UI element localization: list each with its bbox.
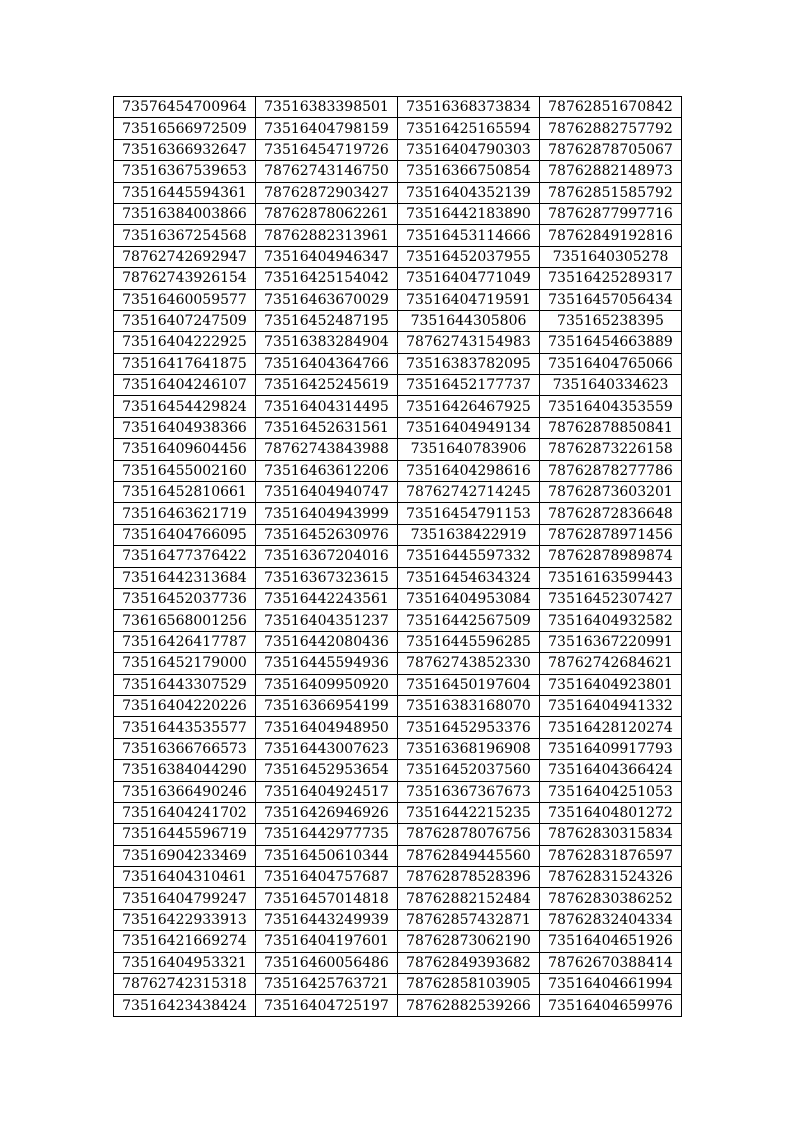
table-cell: 73516443249939 <box>256 909 398 930</box>
table-cell: 73516404351237 <box>256 610 398 631</box>
table-cell: 73516452953376 <box>398 717 540 738</box>
table-cell: 73516383284904 <box>256 332 398 353</box>
table-row <box>114 353 682 374</box>
table-cell: 73516454634324 <box>398 567 540 588</box>
table-row <box>114 225 682 246</box>
table-cell: 73516442215235 <box>398 802 540 823</box>
table-cell: 73516445596285 <box>398 631 540 652</box>
table-cell: 78762849445560 <box>398 845 540 866</box>
table-cell: 73516404801272 <box>540 802 682 823</box>
table-row <box>114 546 682 567</box>
table-cell: 73516450610344 <box>256 845 398 866</box>
table-cell: 78762858103905 <box>398 974 540 995</box>
table-row <box>114 524 682 545</box>
table-cell: 73516904233469 <box>114 845 256 866</box>
table-cell: 73516404314495 <box>256 396 398 417</box>
table-cell: 78762743146750 <box>256 161 398 182</box>
table-cell: 73516404251053 <box>540 781 682 802</box>
table-cell: 78762878971456 <box>540 524 682 545</box>
table-cell: 73516454663889 <box>540 332 682 353</box>
table-cell: 73516421669274 <box>114 931 256 952</box>
table-cell: 7351638422919 <box>398 524 540 545</box>
table-cell: 73516366750854 <box>398 161 540 182</box>
table-cell: 78762882152484 <box>398 888 540 909</box>
table-row <box>114 738 682 759</box>
table-cell: 73516404932582 <box>540 610 682 631</box>
table-cell: 73516367254568 <box>114 225 256 246</box>
table-cell: 73516404799247 <box>114 888 256 909</box>
table-row <box>114 161 682 182</box>
table-row <box>114 118 682 139</box>
table-cell: 73516163599443 <box>540 567 682 588</box>
table-cell: 73516404719591 <box>398 289 540 310</box>
table-cell: 73516404298616 <box>398 460 540 481</box>
table-cell: 7351640305278 <box>540 246 682 267</box>
table-cell: 73616568001256 <box>114 610 256 631</box>
table-row <box>114 567 682 588</box>
table-cell: 73516404725197 <box>256 995 398 1016</box>
table-cell: 73516404246107 <box>114 375 256 396</box>
table-cell: 73516453114666 <box>398 225 540 246</box>
table-row <box>114 931 682 952</box>
table-cell: 78762878062261 <box>256 203 398 224</box>
table-cell: 73516452630976 <box>256 524 398 545</box>
table-cell: 7351640783906 <box>398 439 540 460</box>
table-cell: 73516404949134 <box>398 417 540 438</box>
table-cell: 73516367539653 <box>114 161 256 182</box>
table-cell: 73516404946347 <box>256 246 398 267</box>
table-cell: 73516368196908 <box>398 738 540 759</box>
table-cell: 73516445594936 <box>256 653 398 674</box>
table-row <box>114 802 682 823</box>
table-cell: 78762878850841 <box>540 417 682 438</box>
table-cell: 73516404364766 <box>256 353 398 374</box>
table-cell: 73516384044290 <box>114 760 256 781</box>
table-cell: 73516452037955 <box>398 246 540 267</box>
table-cell: 73516404948950 <box>256 717 398 738</box>
table-cell: 73516425289317 <box>540 268 682 289</box>
table-cell: 73516409917793 <box>540 738 682 759</box>
table-cell: 73516367367673 <box>398 781 540 802</box>
table-cell: 78762849393682 <box>398 952 540 973</box>
table-cell: 73516404953084 <box>398 588 540 609</box>
table-cell: 73516442567509 <box>398 610 540 631</box>
table-row <box>114 995 682 1016</box>
table-cell: 73516452307427 <box>540 588 682 609</box>
table-cell: 7351640334623 <box>540 375 682 396</box>
number-table <box>113 96 682 1017</box>
table-cell: 73516404353559 <box>540 396 682 417</box>
table-cell: 73516367220991 <box>540 631 682 652</box>
table-cell: 78762878076756 <box>398 824 540 845</box>
table-cell: 78762742692947 <box>114 246 256 267</box>
table-cell: 78762831876597 <box>540 845 682 866</box>
table-cell: 73516450197604 <box>398 674 540 695</box>
table-cell: 78762882313961 <box>256 225 398 246</box>
table-cell: 78762878528396 <box>398 867 540 888</box>
table-cell: 73516404924517 <box>256 781 398 802</box>
table-cell: 73516404765066 <box>540 353 682 374</box>
table-cell: 73516404352139 <box>398 182 540 203</box>
table-cell: 73516417641875 <box>114 353 256 374</box>
table-cell: 73516428120274 <box>540 717 682 738</box>
table-cell: 78762743926154 <box>114 268 256 289</box>
table-row <box>114 139 682 160</box>
table-cell: 73516404953321 <box>114 952 256 973</box>
table-row <box>114 417 682 438</box>
table-cell: 73516454719726 <box>256 139 398 160</box>
table-cell: 73516442313684 <box>114 567 256 588</box>
table-cell: 73516404790303 <box>398 139 540 160</box>
table-cell: 73516477376422 <box>114 546 256 567</box>
table-cell: 78762878705067 <box>540 139 682 160</box>
table-cell: 73516425245619 <box>256 375 398 396</box>
table-cell: 78762872903427 <box>256 182 398 203</box>
table-cell: 73516404938366 <box>114 417 256 438</box>
table-row <box>114 653 682 674</box>
table-cell: 78762878277786 <box>540 460 682 481</box>
table-cell: 73516442183890 <box>398 203 540 224</box>
table-cell: 73516404943999 <box>256 503 398 524</box>
table-row <box>114 674 682 695</box>
table-cell: 73516404771049 <box>398 268 540 289</box>
table-row <box>114 824 682 845</box>
table-cell: 73516457056434 <box>540 289 682 310</box>
table-cell: 73516404798159 <box>256 118 398 139</box>
table-cell: 78762878989874 <box>540 546 682 567</box>
table-cell: 73516443535577 <box>114 717 256 738</box>
table-cell: 73516366490246 <box>114 781 256 802</box>
table-cell: 73516384003866 <box>114 203 256 224</box>
table-cell: 73516442243561 <box>256 588 398 609</box>
table-cell: 73516425165594 <box>398 118 540 139</box>
table-cell: 73516407247509 <box>114 310 256 331</box>
table-cell: 73516404766095 <box>114 524 256 545</box>
table-row <box>114 246 682 267</box>
table-cell: 73516404366424 <box>540 760 682 781</box>
table-row <box>114 717 682 738</box>
table-cell: 73516404197601 <box>256 931 398 952</box>
table-row <box>114 845 682 866</box>
table-cell: 78762882757792 <box>540 118 682 139</box>
table-row <box>114 952 682 973</box>
table-cell: 73516454429824 <box>114 396 256 417</box>
table-row <box>114 482 682 503</box>
table-row <box>114 867 682 888</box>
table-cell: 73516566972509 <box>114 118 256 139</box>
table-cell: 73516445597332 <box>398 546 540 567</box>
table-row <box>114 182 682 203</box>
table-cell: 73516445596719 <box>114 824 256 845</box>
table-cell: 73516442977735 <box>256 824 398 845</box>
table-row <box>114 439 682 460</box>
table-cell: 73516463621719 <box>114 503 256 524</box>
table-cell: 78762882539266 <box>398 995 540 1016</box>
table-row <box>114 375 682 396</box>
table-cell: 73516445594361 <box>114 182 256 203</box>
table-cell: 78762832404334 <box>540 909 682 930</box>
table-row <box>114 610 682 631</box>
table-cell: 78762743154983 <box>398 332 540 353</box>
table-cell: 73516366766573 <box>114 738 256 759</box>
table-cell: 73516404241702 <box>114 802 256 823</box>
table-row <box>114 588 682 609</box>
table-cell: 73516452953654 <box>256 760 398 781</box>
table-cell: 78762743852330 <box>398 653 540 674</box>
table-cell: 73516409950920 <box>256 674 398 695</box>
table-cell: 78762873603201 <box>540 482 682 503</box>
table-cell: 73516404940747 <box>256 482 398 503</box>
table-cell: 73516404941332 <box>540 695 682 716</box>
table-row <box>114 503 682 524</box>
table-cell: 73516452177737 <box>398 375 540 396</box>
table-cell: 73516443007623 <box>256 738 398 759</box>
table-cell: 73516463612206 <box>256 460 398 481</box>
table-cell: 73516404757687 <box>256 867 398 888</box>
table-cell: 78762857432871 <box>398 909 540 930</box>
table-cell: 73516423438424 <box>114 995 256 1016</box>
table-cell: 73516426417787 <box>114 631 256 652</box>
table-cell: 73516404310461 <box>114 867 256 888</box>
table-cell: 73516425763721 <box>256 974 398 995</box>
table-body <box>114 97 682 1017</box>
table-cell: 7351644305806 <box>398 310 540 331</box>
table-cell: 73516452037736 <box>114 588 256 609</box>
table-cell: 73516366954199 <box>256 695 398 716</box>
table-row <box>114 268 682 289</box>
table-cell: 73516463670029 <box>256 289 398 310</box>
table-cell: 73516383782095 <box>398 353 540 374</box>
table-cell: 73516383398501 <box>256 97 398 118</box>
table-cell: 73516404651926 <box>540 931 682 952</box>
table-cell: 73516383168070 <box>398 695 540 716</box>
table-cell: 78762882148973 <box>540 161 682 182</box>
table-cell: 78762742714245 <box>398 482 540 503</box>
table-cell: 73516426467925 <box>398 396 540 417</box>
table-cell: 78762670388414 <box>540 952 682 973</box>
table-row <box>114 888 682 909</box>
table-cell: 73516443307529 <box>114 674 256 695</box>
table-cell: 73516368373834 <box>398 97 540 118</box>
table-row <box>114 460 682 481</box>
table-row <box>114 695 682 716</box>
table-cell: 78762873062190 <box>398 931 540 952</box>
table-cell: 78762742684621 <box>540 653 682 674</box>
table-cell: 78762851585792 <box>540 182 682 203</box>
table-row <box>114 289 682 310</box>
table-cell: 73516460056486 <box>256 952 398 973</box>
table-cell: 73516452631561 <box>256 417 398 438</box>
table-cell: 73516366932647 <box>114 139 256 160</box>
table-cell: 73516404220226 <box>114 695 256 716</box>
table-cell: 73516452487195 <box>256 310 398 331</box>
table-cell: 73576454700964 <box>114 97 256 118</box>
table-cell: 73516425154042 <box>256 268 398 289</box>
table-cell: 73516442080436 <box>256 631 398 652</box>
table-cell: 73516404923801 <box>540 674 682 695</box>
table-cell: 78762849192816 <box>540 225 682 246</box>
table-cell: 735165238395 <box>540 310 682 331</box>
table-row <box>114 396 682 417</box>
table-cell: 78762873226158 <box>540 439 682 460</box>
table-cell: 73516367204016 <box>256 546 398 567</box>
table-cell: 78762851670842 <box>540 97 682 118</box>
table-cell: 73516452037560 <box>398 760 540 781</box>
table-row <box>114 332 682 353</box>
table-cell: 73516409604456 <box>114 439 256 460</box>
table-row <box>114 974 682 995</box>
table-cell: 78762742315318 <box>114 974 256 995</box>
table-row <box>114 97 682 118</box>
table-cell: 73516404661994 <box>540 974 682 995</box>
table-cell: 73516457014818 <box>256 888 398 909</box>
table-row <box>114 909 682 930</box>
table-row <box>114 310 682 331</box>
table-row <box>114 781 682 802</box>
table-cell: 73516452179000 <box>114 653 256 674</box>
table-cell: 78762743843988 <box>256 439 398 460</box>
table-row <box>114 631 682 652</box>
table-cell: 73516404222925 <box>114 332 256 353</box>
table-cell: 78762830386252 <box>540 888 682 909</box>
table-cell: 78762830315834 <box>540 824 682 845</box>
table-cell: 78762831524326 <box>540 867 682 888</box>
table-cell: 73516452810661 <box>114 482 256 503</box>
table-cell: 73516455002160 <box>114 460 256 481</box>
table-cell: 78762877997716 <box>540 203 682 224</box>
table-row <box>114 760 682 781</box>
table-cell: 73516460059577 <box>114 289 256 310</box>
table-cell: 73516422933913 <box>114 909 256 930</box>
table-cell: 73516404659976 <box>540 995 682 1016</box>
table-cell: 78762872836648 <box>540 503 682 524</box>
table-row <box>114 203 682 224</box>
table-cell: 73516367323615 <box>256 567 398 588</box>
table-cell: 73516454791153 <box>398 503 540 524</box>
table-cell: 73516426946926 <box>256 802 398 823</box>
